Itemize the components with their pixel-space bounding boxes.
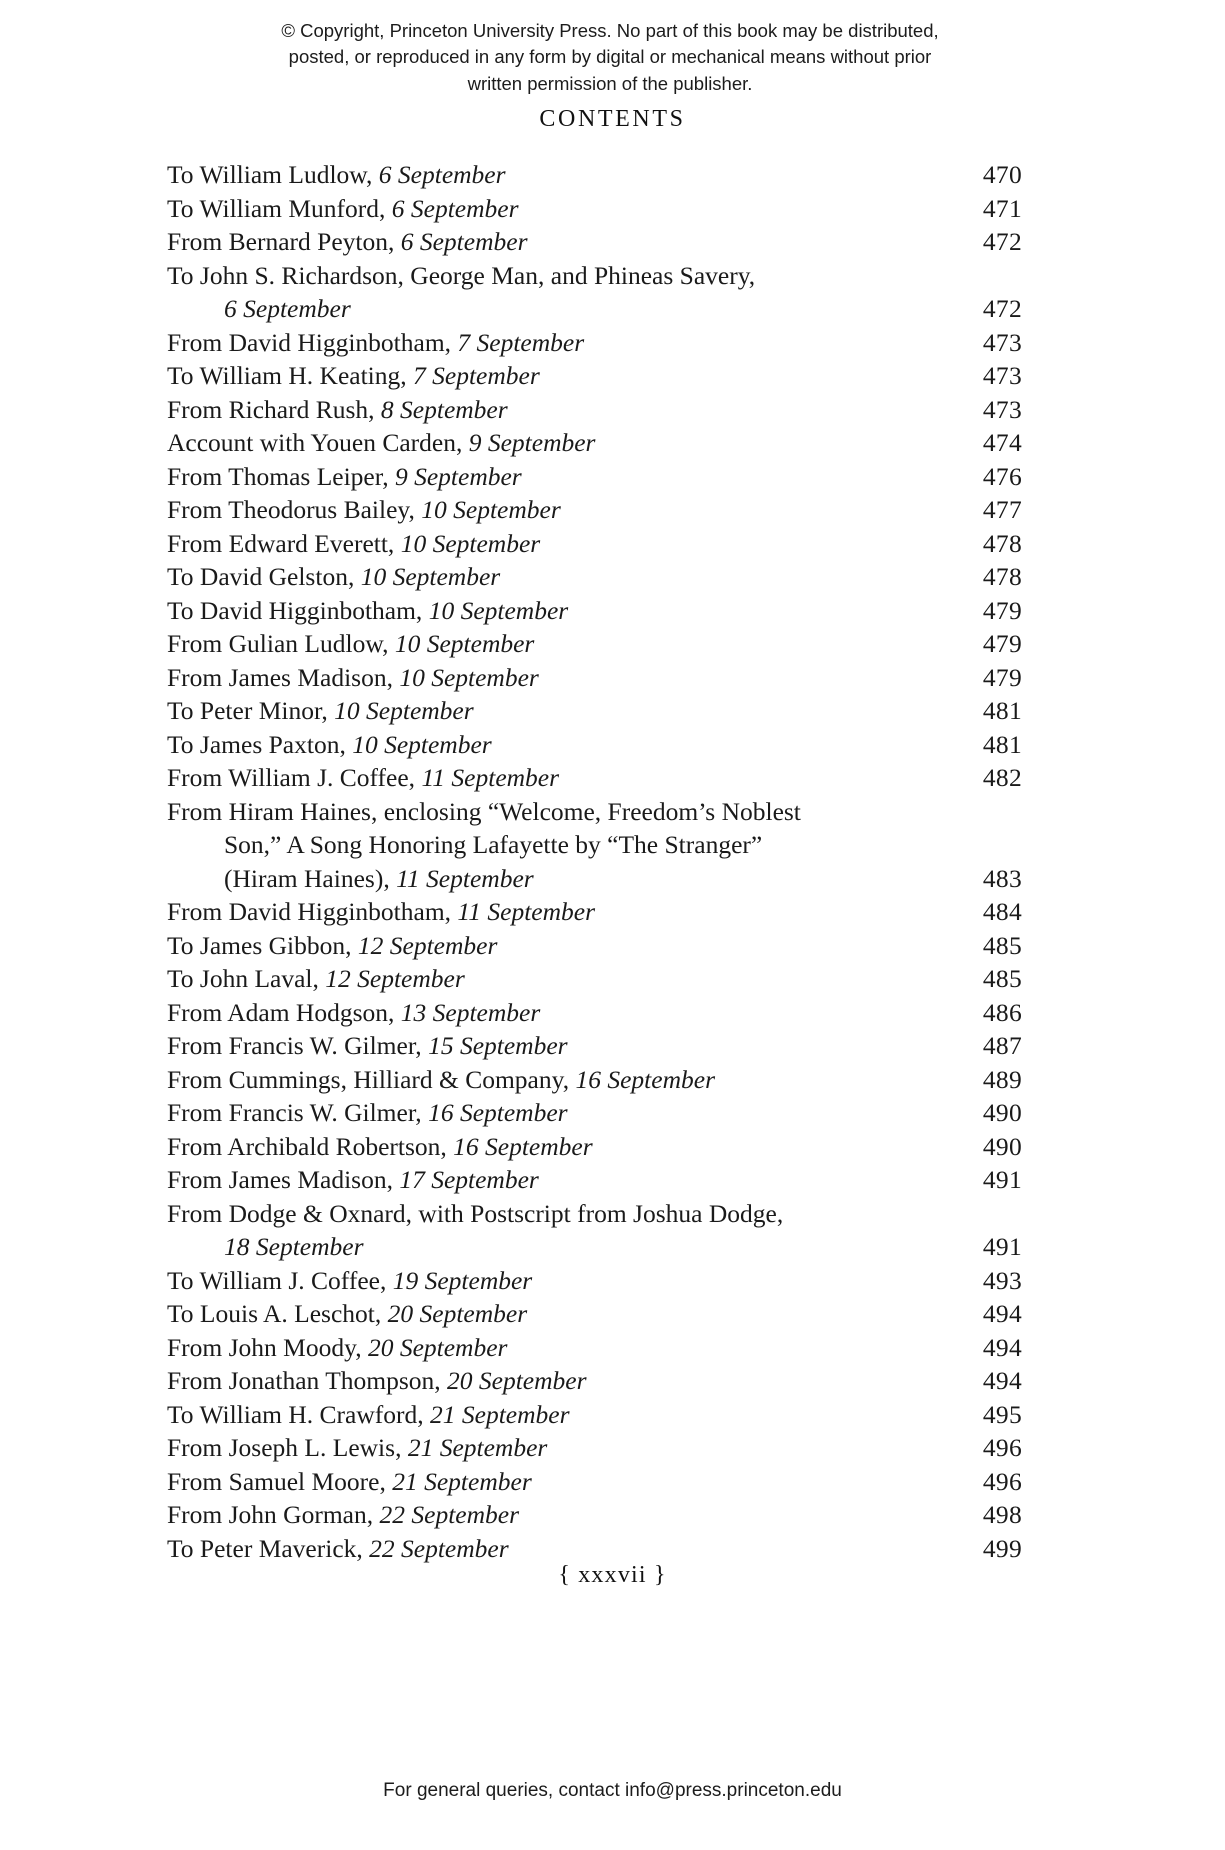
toc-entry-line [167,292,1022,326]
toc-entry-date: 6 September [224,294,351,323]
toc-page-number: 472 [982,294,1022,323]
toc-page-number: 493 [982,1265,1022,1295]
toc-entry[interactable] [167,1029,1022,1063]
toc-entry[interactable] [167,1398,1022,1432]
toc-entry-title: From Gulian Ludlow, [167,629,395,658]
toc-entry-line [167,1096,1022,1130]
toc-entry-title: From John Moody, [167,1332,368,1362]
toc-entry-date: 10 September [399,662,539,692]
toc-entry-line [167,1532,1022,1566]
toc-entry-date: 10 September [428,595,569,625]
toc-entry-date: 10 September [360,562,501,591]
toc-entry-title: To David Gelston, [167,562,361,591]
toc-entry-title: To William Ludlow, [167,160,379,189]
toc-entry-line [167,862,1022,896]
toc-entry-title: To David Higginbotham, [167,595,429,625]
toc-page-number: 473 [982,361,1022,390]
toc-entry[interactable] [167,493,1022,527]
toc-entry[interactable] [167,1297,1022,1331]
toc-entry-title: To James Paxton, [167,729,353,759]
toc-entry[interactable] [167,795,1022,896]
toc-entry-date: 7 September [413,361,540,390]
toc-page-number: 474 [982,428,1022,457]
toc-entry[interactable] [167,259,1022,326]
toc-entry[interactable] [167,1063,1022,1097]
toc-entry[interactable] [167,1364,1022,1398]
toc-entry[interactable] [167,225,1022,259]
toc-entry-line [167,962,1022,996]
toc-page-number: 494 [982,1366,1022,1395]
toc-entry[interactable] [167,527,1022,561]
toc-entry-title: To Peter Minor, [167,696,335,725]
toc-entry-line [167,225,1022,259]
toc-entry[interactable] [167,929,1022,963]
toc-entry-title: Account with Youen Carden, [167,428,469,457]
toc-entry[interactable] [167,1431,1022,1465]
toc-page-number: 481 [982,696,1022,725]
toc-entry[interactable] [167,1331,1022,1365]
toc-entry-line [167,694,1022,728]
toc-entry-title: To John Laval, [167,964,326,993]
toc-page-number: 473 [982,327,1022,357]
toc-entry-date: 6 September [400,227,528,256]
toc-entry-title: To John S. Richardson, George Man, and Phineas Savery, [167,260,756,290]
toc-page-number: 491 [982,1232,1022,1261]
toc-entry[interactable] [167,1465,1022,1499]
toc-page-number: 483 [982,863,1022,893]
toc-entry[interactable] [167,426,1022,460]
toc-entry[interactable] [167,1498,1022,1532]
toc-entry[interactable] [167,326,1022,360]
copyright-notice: © Copyright, Princeton University Press. No part of this book may be distributed, posted, or reproduced in any form by digital or mechanical means without prior written permission of the publisher. [281,20,939,94]
toc-entry-date: 19 September [392,1265,533,1295]
toc-entry-line [167,1197,1022,1231]
toc-entry[interactable] [167,192,1022,226]
toc-page-number: 495 [982,1399,1022,1429]
toc-entry-title: From Francis W. Gilmer, [167,1031,429,1060]
toc-entry-line [167,1163,1022,1197]
toc-entry[interactable] [167,996,1022,1030]
toc-entry-title: To William H. Crawford, [167,1399,431,1429]
toc-entry-line [167,158,1022,192]
toc-page-number: 472 [982,227,1022,256]
toc-entry[interactable] [167,895,1022,929]
toc-entry-date: 17 September [399,1165,539,1194]
toc-entry-date: 12 September [325,964,465,993]
toc-entry-title: To Peter Maverick, [167,1533,370,1563]
toc-entry[interactable] [167,460,1022,494]
toc-entry-line [167,1398,1022,1432]
toc-entry[interactable] [167,560,1022,594]
toc-page-number: 496 [982,1433,1022,1462]
toc-page-number: 487 [982,1031,1022,1060]
toc-entry-date: 6 September [391,193,519,223]
toc-page-number: 489 [982,1064,1022,1094]
toc-entry[interactable] [167,393,1022,427]
toc-entry-line [167,1331,1022,1365]
toc-entry-date: 16 September [575,1064,715,1094]
toc-page-number: 476 [982,461,1022,491]
toc-entry-line [167,828,1022,862]
toc-entry-title: From Jonathan Thompson, [167,1366,448,1395]
toc-entry-date: 11 September [421,763,560,792]
toc-page-number: 499 [982,1533,1022,1563]
toc-entry-date: 10 September [394,629,535,658]
toc-entry-line [167,192,1022,226]
toc-entry[interactable] [167,1197,1022,1264]
toc-entry-date: 10 September [352,729,492,759]
toc-entry-line [167,1297,1022,1331]
toc-entry[interactable] [167,1096,1022,1130]
toc-entry[interactable] [167,694,1022,728]
toc-entry-title: (Hiram Haines), [224,863,397,893]
toc-entry-title: From Edward Everett, [167,528,401,558]
toc-entry-date: 10 September [421,495,561,524]
toc-entry-date: 20 September [367,1332,508,1362]
toc-page-number: 490 [982,1131,1022,1161]
toc-entry[interactable] [167,1163,1022,1197]
toc-entry[interactable] [167,594,1022,628]
toc-page-number: 494 [982,1332,1022,1362]
toc-entry-line [167,326,1022,360]
toc-entry-date: 8 September [380,394,508,424]
toc-entry-title: To William H. Keating, [167,361,414,390]
toc-page-number: 485 [982,964,1022,993]
toc-entry-title: From Samuel Moore, [167,1466,393,1496]
toc-entry-title: From Dodge & Oxnard, with Postscript from Joshua Dodge, [167,1198,784,1228]
toc-entry-date: 20 September [447,1366,587,1395]
toc-entry-title: From James Madison, [167,662,400,692]
toc-entry[interactable] [167,728,1022,762]
toc-entry-line [167,1364,1022,1398]
toc-page-number: 477 [982,495,1022,524]
toc-page-number: 478 [982,562,1022,591]
toc-entry-line [167,460,1022,494]
toc-page-number: 479 [982,595,1022,625]
toc-entry-line [167,393,1022,427]
toc-entry-line [167,493,1022,527]
toc-entry-date: 15 September [428,1031,568,1060]
toc-entry-date: 9 September [468,428,596,457]
toc-entry[interactable] [167,962,1022,996]
toc-entry-date: 10 September [400,528,541,558]
toc-entry-title: From James Madison, [167,1165,400,1194]
toc-entry-line [167,1063,1022,1097]
toc-entry-title: From Francis W. Gilmer, [167,1098,429,1127]
toc-entry-title: To James Gibbon, [167,930,358,960]
toc-entry[interactable] [167,627,1022,661]
toc-entry-title: From Thomas Leiper, [167,461,395,491]
toc-entry-line [167,527,1022,561]
toc-entry-line [167,1230,1022,1264]
toc-entry-title: From Adam Hodgson, [167,997,401,1027]
toc-entry-date: 13 September [400,997,541,1027]
toc-entry[interactable] [167,1264,1022,1298]
toc-entry-line [167,627,1022,661]
toc-entry-title: From Cummings, Hilliard & Company, [167,1064,576,1094]
toc-entry-date: 22 September [379,1500,520,1529]
toc-entry-title: To William Munford, [167,193,392,223]
toc-entry-title: From Richard Rush, [167,394,381,424]
toc-page-number: 498 [982,1500,1022,1529]
toc-entry[interactable] [167,1130,1022,1164]
toc-entry-date: 21 September [392,1466,532,1496]
toc-entry-title: From Hiram Haines, enclosing “Welcome, Freedom’s Noblest [167,796,801,826]
toc-entry-date: 22 September [369,1533,509,1563]
toc-entry[interactable] [167,1532,1022,1566]
toc-entry-date: 21 September [430,1399,570,1429]
toc-page-number: 482 [982,763,1022,792]
toc-entry-date: 18 September [224,1232,364,1261]
toc-entry-line [167,1130,1022,1164]
toc-entry-line [167,728,1022,762]
toc-entry-title: Son,” A Song Honoring Lafayette by “The Stranger” [224,830,763,859]
toc-entry-line [167,1465,1022,1499]
toc-page-number: 496 [982,1466,1022,1496]
toc-entry-line [167,996,1022,1030]
toc-entry-title: From David Higginbotham, [167,897,458,926]
toc-entry-date: 20 September [387,1299,528,1328]
toc-entry-line [167,1029,1022,1063]
toc-entry-title: To Louis A. Leschot, [167,1299,388,1328]
toc-entry-line [167,1431,1022,1465]
toc-entry-title: From John Gorman, [167,1500,380,1529]
page-title: CONTENTS [539,106,686,132]
toc-entry-title: To William J. Coffee, [167,1265,393,1295]
toc-entry-line [167,1264,1022,1298]
toc-entry-line [167,560,1022,594]
toc-page-number: 473 [982,394,1022,424]
toc-entry[interactable] [167,158,1022,192]
toc-entry-title: From Bernard Peyton, [167,227,401,256]
toc-entry-title: From Archibald Robertson, [167,1131,454,1161]
toc-page-number: 486 [982,997,1022,1027]
toc-entry-title: From Theodorus Bailey, [167,495,422,524]
toc-entry-line [167,795,1022,829]
toc-entry-title: From William J. Coffee, [167,763,422,792]
toc-entry-date: 7 September [457,327,585,357]
toc-entry-date: 16 September [428,1098,568,1127]
toc-page-number: 481 [982,729,1022,759]
toc-entry-line [167,594,1022,628]
toc-entry-title: From David Higginbotham, [167,327,458,357]
toc-entry-title: From Joseph L. Lewis, [167,1433,408,1462]
toc-entry[interactable] [167,761,1022,795]
folio-page-number: { xxxvii } [558,1562,667,1588]
toc-page-number: 470 [982,160,1022,189]
toc-entry-date: 6 September [378,160,506,189]
toc-entry-date: 9 September [394,461,522,491]
toc-entry-line [167,426,1022,460]
toc-page-number: 484 [982,897,1022,926]
toc-page-number: 491 [982,1165,1022,1194]
toc-entry[interactable] [167,359,1022,393]
toc-entry-line [167,359,1022,393]
toc-entry-date: 11 September [457,897,596,926]
toc-entry-line [167,761,1022,795]
toc-page-number: 471 [982,193,1022,223]
toc-entry-line [167,259,1022,293]
toc-entry-date: 16 September [453,1131,593,1161]
table-of-contents [167,158,1022,1565]
toc-entry-date: 12 September [357,930,498,960]
toc-page-number: 479 [982,629,1022,658]
toc-entry-line [167,1498,1022,1532]
general-queries-footer: For general queries, contact info@press.princeton.edu [383,1780,842,1801]
toc-entry-date: 10 September [334,696,474,725]
toc-page-number: 494 [982,1299,1022,1328]
toc-page-number: 485 [982,930,1022,960]
toc-entry-date: 11 September [396,863,534,893]
toc-entry-date: 21 September [407,1433,548,1462]
toc-entry-line [167,929,1022,963]
toc-entry-line [167,895,1022,929]
toc-entry[interactable] [167,661,1022,695]
toc-entry-line [167,661,1022,695]
toc-page-number: 490 [982,1098,1022,1127]
toc-page-number: 478 [982,528,1022,558]
toc-page-number: 479 [982,662,1022,692]
